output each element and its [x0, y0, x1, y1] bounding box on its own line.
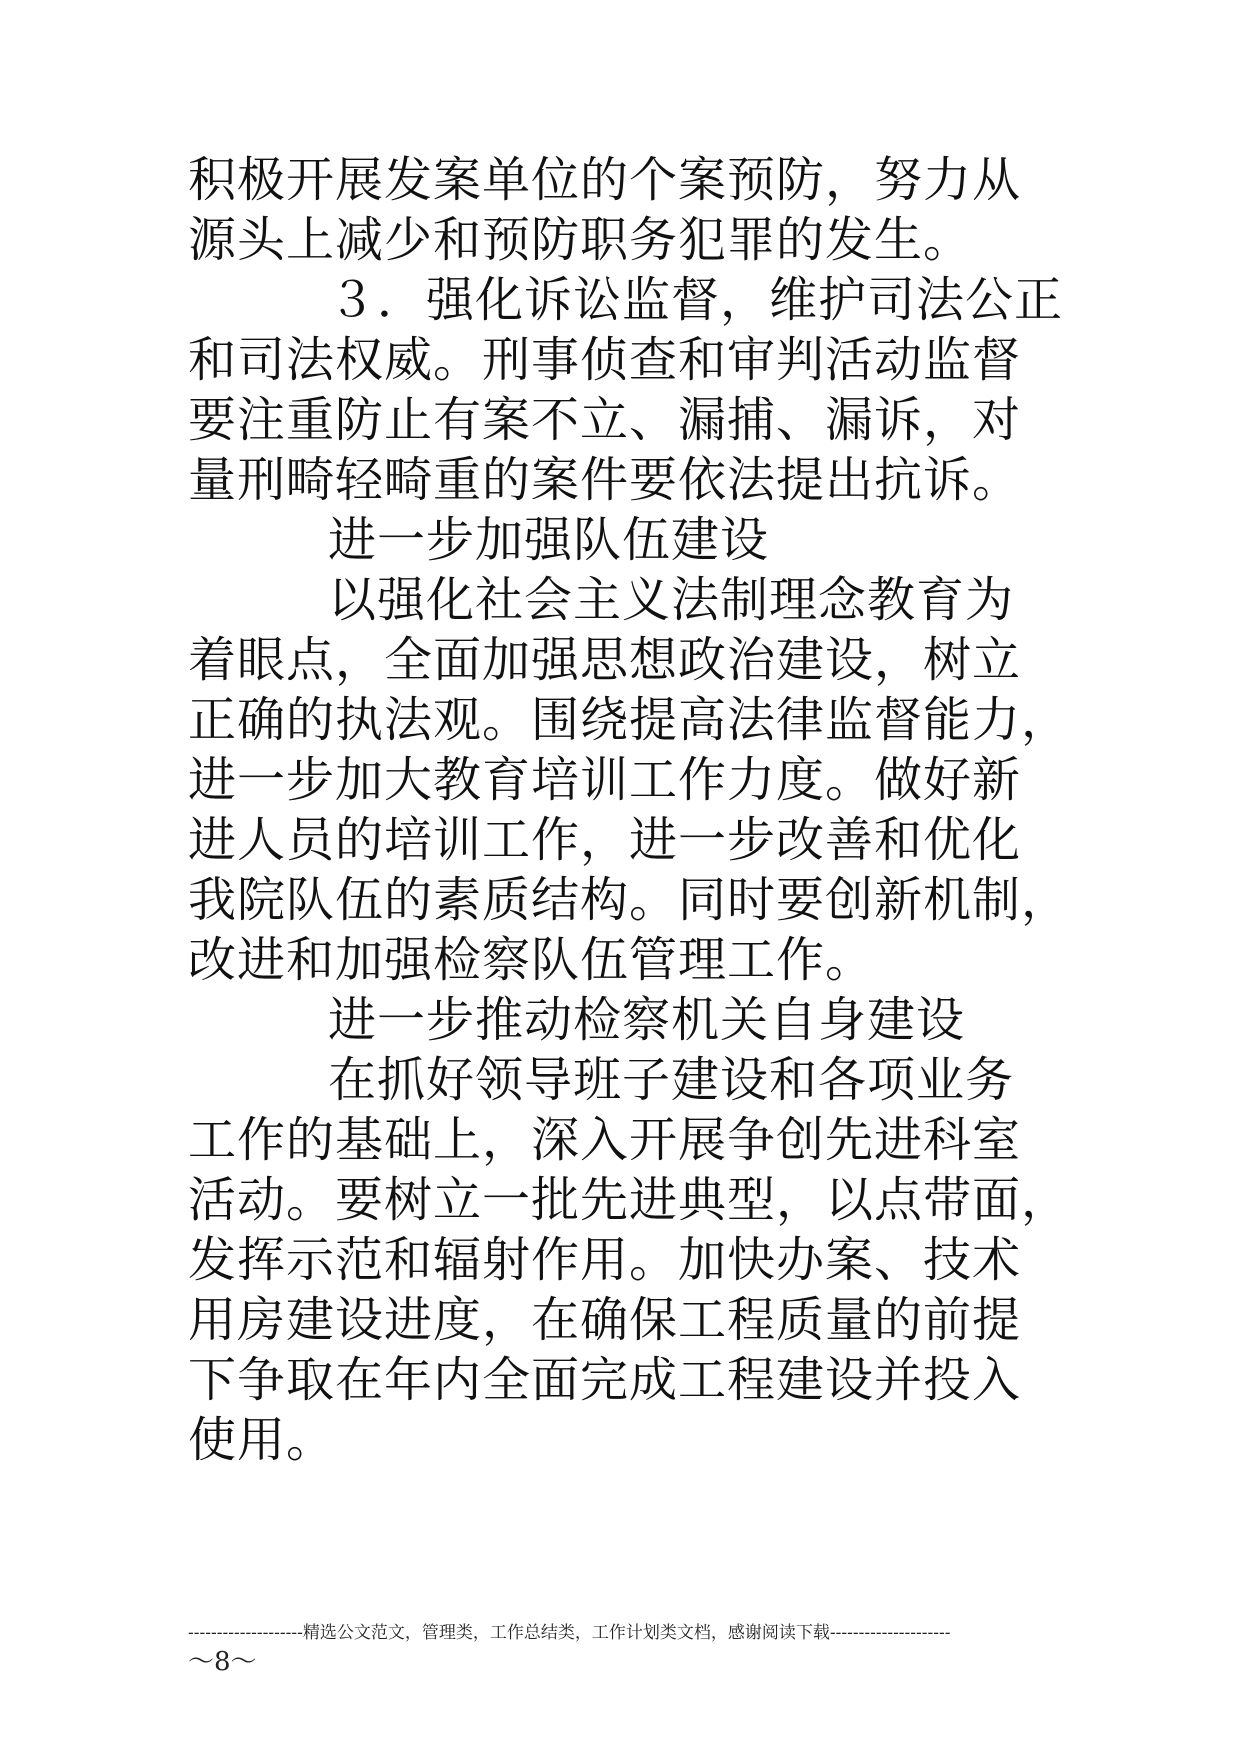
- page-number: ～8～: [188, 1647, 257, 1677]
- body-line: 工作的基础上，深入开展争创先进科室: [188, 1112, 1022, 1168]
- body-line: 正确的执法观。围绕提高法律监督能力，: [188, 692, 1071, 748]
- paragraph-start-line: ３．强化诉讼监督，维护司法公正: [328, 272, 1064, 328]
- body-line: 积极开展发案单位的个案预防，努力从: [188, 152, 1022, 208]
- body-line: 我院队伍的素质结构。同时要创新机制，: [188, 872, 1071, 928]
- paragraph-start-line: 以强化社会主义法制理念教育为: [328, 572, 1015, 628]
- body-line: 源头上减少和预防职务犯罪的发生。: [188, 212, 973, 268]
- body-line: 活动。要树立一批先进典型，以点带面，: [188, 1172, 1071, 1228]
- body-line: 进一步加大教育培训工作力度。做好新: [188, 752, 1022, 808]
- body-line: 和司法权威。刑事侦查和审判活动监督: [188, 332, 1022, 388]
- body-line: 改进和加强检察队伍管理工作。: [188, 932, 875, 988]
- body-line: 进人员的培训工作，进一步改善和优化: [188, 812, 1022, 868]
- footer-note: --------------------精选公文范文，管理类，工作总结类，工作计划类文档，感谢阅读下载---------------------: [188, 1623, 951, 1643]
- body-line: 要注重防止有案不立、漏捕、漏诉，对: [188, 392, 1022, 448]
- body-line: 用房建设进度，在确保工程质量的前提: [188, 1292, 1022, 1348]
- paragraph-start-line: 在抓好领导班子建设和各项业务: [328, 1052, 1015, 1108]
- section-heading: 进一步推动检察机关自身建设: [328, 992, 966, 1048]
- body-line: 量刑畸轻畸重的案件要依法提出抗诉。: [188, 452, 1022, 508]
- body-line: 发挥示范和辐射作用。加快办案、技术: [188, 1232, 1022, 1288]
- body-line: 使用。: [188, 1412, 336, 1468]
- body-line: 着眼点，全面加强思想政治建设，树立: [188, 632, 1022, 688]
- body-line: 下争取在年内全面完成工程建设并投入: [188, 1352, 1022, 1408]
- document-body: [188, 150, 1071, 1470]
- section-heading: 进一步加强队伍建设: [328, 512, 770, 568]
